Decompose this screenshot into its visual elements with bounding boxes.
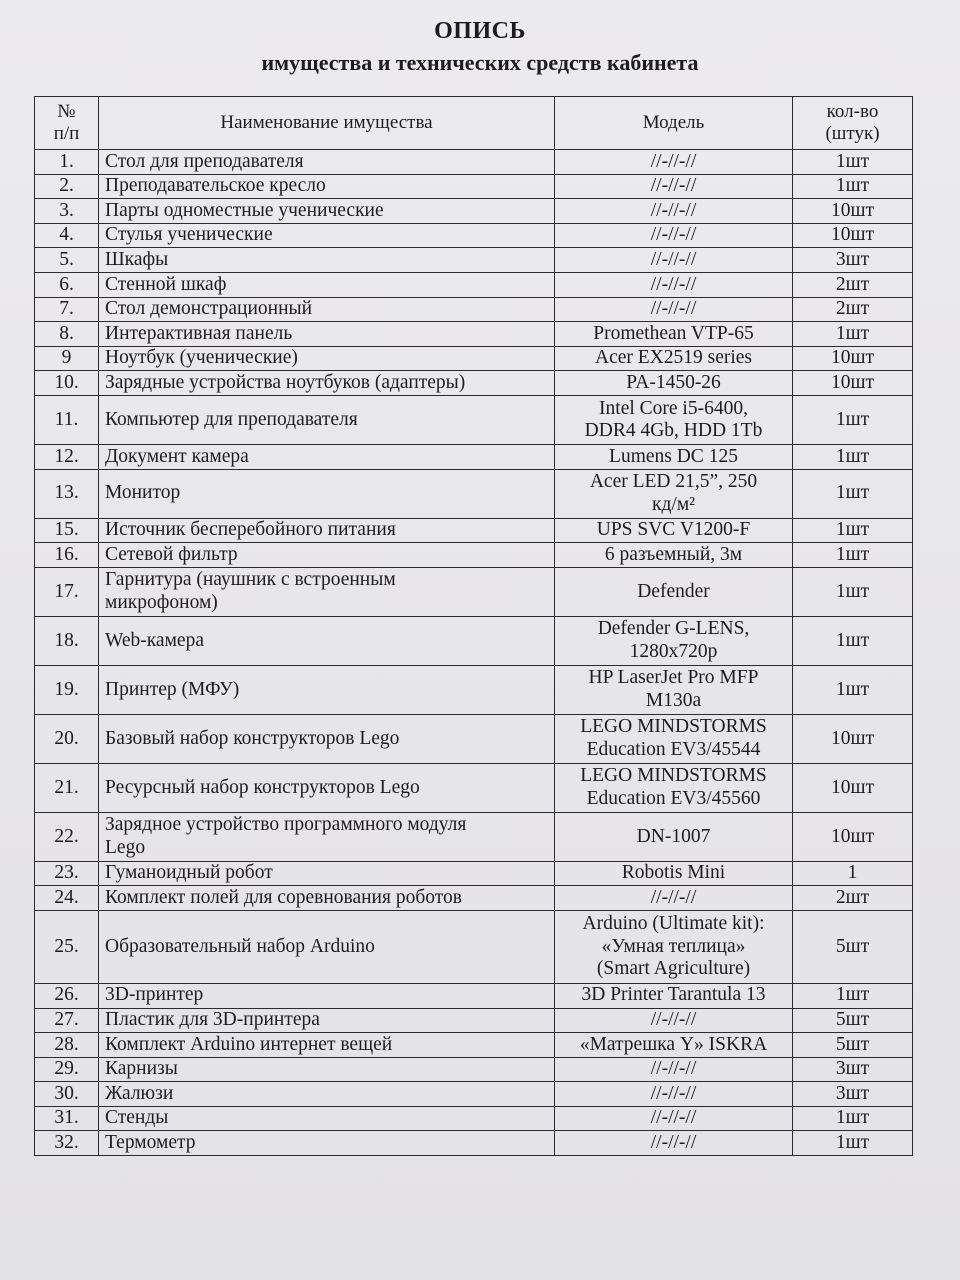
row-number: 23. [35, 861, 99, 886]
item-model-line: Defender G-LENS, [597, 618, 750, 640]
item-model [555, 812, 793, 861]
item-name-line: Стол демонстрационный [105, 298, 313, 320]
item-name [99, 983, 555, 1008]
row-number: 3. [35, 199, 99, 224]
item-model [555, 763, 793, 812]
header-num-line1: № [57, 101, 76, 123]
item-model-line: Lumens DC 125 [609, 445, 738, 467]
item-model [555, 1033, 793, 1058]
item-model [555, 616, 793, 665]
item-quantity: 10шт [793, 223, 913, 248]
item-model-line: //-//-// [650, 248, 697, 270]
item-model [555, 983, 793, 1008]
item-name-line: Документ камера [105, 445, 249, 467]
item-quantity: 10шт [793, 714, 913, 763]
item-quantity: 10шт [793, 371, 913, 396]
item-name-line: Компьютер для преподавателя [105, 408, 358, 430]
item-name-line: Стол для преподавателя [105, 150, 304, 172]
item-model-line: (Smart Agriculture) [596, 958, 751, 980]
item-name-line: Интерактивная панель [105, 322, 293, 344]
item-model [555, 469, 793, 518]
item-model [555, 199, 793, 224]
item-model [555, 1106, 793, 1131]
item-model-line: PA-1450-26 [626, 371, 721, 393]
item-model-line: 3D Printer Tarantula 13 [581, 984, 766, 1006]
table-row [35, 297, 913, 322]
item-model-line: DDR4 4Gb, HDD 1Tb [584, 419, 763, 441]
item-name-line: Стенной шкаф [105, 273, 227, 295]
item-name [99, 910, 555, 983]
item-quantity: 2шт [793, 886, 913, 911]
row-number: 6. [35, 272, 99, 297]
item-model [555, 297, 793, 322]
item-model [555, 371, 793, 396]
table-row [35, 812, 913, 861]
item-quantity: 10шт [793, 812, 913, 861]
item-name [99, 763, 555, 812]
item-name [99, 1033, 555, 1058]
item-name [99, 1057, 555, 1082]
item-model-line: Promethean VTP-65 [593, 322, 754, 344]
item-name [99, 223, 555, 248]
header-qty [793, 97, 913, 150]
item-model-line: Education EV3/45544 [586, 738, 761, 760]
item-quantity: 10шт [793, 199, 913, 224]
item-quantity: 1шт [793, 1131, 913, 1156]
item-name [99, 812, 555, 861]
item-name [99, 886, 555, 911]
item-model-line: //-//-// [650, 886, 697, 908]
row-number: 1. [35, 150, 99, 175]
item-name [99, 322, 555, 347]
item-model-line: //-//-// [650, 1009, 697, 1031]
table-row [35, 886, 913, 911]
item-model-line: Acer LED 21,5”, 250 [589, 471, 758, 493]
row-number: 7. [35, 297, 99, 322]
item-quantity: 2шт [793, 272, 913, 297]
item-model-line: //-//-// [650, 199, 697, 221]
item-model [555, 1008, 793, 1033]
row-number: 17. [35, 567, 99, 616]
header-qty-line1: кол-во [826, 101, 879, 123]
item-model-line: //-//-// [650, 175, 697, 197]
item-name [99, 469, 555, 518]
table-row [35, 1033, 913, 1058]
item-name-line: Ресурсный набор конструкторов Lego [105, 776, 420, 798]
item-model-line: «Умная теплица» [601, 935, 746, 957]
item-model-line: //-//-// [650, 298, 697, 320]
row-number: 21. [35, 763, 99, 812]
row-number: 26. [35, 983, 99, 1008]
document-subtitle: имущества и технических средств кабинета [261, 50, 699, 75]
row-number: 32. [35, 1131, 99, 1156]
item-quantity: 10шт [793, 763, 913, 812]
row-number: 27. [35, 1008, 99, 1033]
item-model [555, 910, 793, 983]
row-number: 9 [35, 346, 99, 371]
row-number: 12. [35, 444, 99, 469]
table-row [35, 248, 913, 273]
item-name-line: Базовый набор конструкторов Lego [105, 727, 400, 749]
item-model [555, 150, 793, 175]
row-number: 4. [35, 223, 99, 248]
table-row [35, 543, 913, 568]
table-row [35, 616, 913, 665]
item-name [99, 543, 555, 568]
item-name [99, 1131, 555, 1156]
item-quantity: 1шт [793, 1106, 913, 1131]
inventory-table [34, 96, 913, 1156]
table-body [35, 150, 913, 1156]
row-number: 19. [35, 665, 99, 714]
item-model-line: Robotis Mini [621, 862, 726, 884]
item-name-line: Комплект Arduino интернет вещей [105, 1033, 393, 1055]
item-name [99, 272, 555, 297]
table-row [35, 469, 913, 518]
item-name-line: Гуманоидный робот [105, 862, 273, 884]
row-number: 28. [35, 1033, 99, 1058]
item-model-line: Defender [637, 580, 710, 602]
row-number: 2. [35, 174, 99, 199]
table-row [35, 371, 913, 396]
item-name [99, 1106, 555, 1131]
item-quantity: 1шт [793, 444, 913, 469]
item-model-line: //-//-// [650, 1107, 697, 1129]
item-model [555, 518, 793, 543]
item-model-line: //-//-// [650, 224, 697, 246]
item-name-line: Карнизы [105, 1058, 178, 1080]
item-name-line: Стенды [105, 1107, 169, 1129]
item-model [555, 395, 793, 444]
row-number: 10. [35, 371, 99, 396]
item-name-line: Пластик для 3D-принтера [105, 1009, 320, 1031]
table-row [35, 174, 913, 199]
item-quantity: 3шт [793, 248, 913, 273]
item-name [99, 395, 555, 444]
item-name [99, 444, 555, 469]
item-name-line: Образовательный набор Arduino [105, 935, 375, 957]
item-quantity: 5шт [793, 1033, 913, 1058]
item-model [555, 543, 793, 568]
row-number: 30. [35, 1082, 99, 1107]
item-model [555, 346, 793, 371]
item-model-line: //-//-// [650, 273, 697, 295]
item-model-line: LEGO MINDSTORMS [580, 765, 767, 787]
item-model-line: Intel Core i5-6400, [599, 397, 748, 419]
item-name [99, 174, 555, 199]
table-row [35, 1131, 913, 1156]
row-number: 16. [35, 543, 99, 568]
item-model-line: DN-1007 [636, 825, 711, 847]
item-model-line: 1280x720p [629, 640, 718, 662]
item-quantity: 1шт [793, 322, 913, 347]
item-quantity: 1шт [793, 469, 913, 518]
table-row [35, 518, 913, 543]
table-header-row [35, 97, 913, 150]
item-model [555, 444, 793, 469]
item-model [555, 1057, 793, 1082]
item-model-line: UPS SVC V1200-F [596, 519, 751, 541]
row-number: 25. [35, 910, 99, 983]
header-name: Наименование имущества [99, 97, 555, 150]
table-row [35, 910, 913, 983]
item-name-line: Парты одноместные ученические [105, 199, 384, 221]
item-model [555, 322, 793, 347]
item-name [99, 714, 555, 763]
item-name [99, 371, 555, 396]
document-title: ОПИСЬ [434, 18, 526, 44]
item-quantity: 1 [793, 861, 913, 886]
item-name [99, 199, 555, 224]
item-name [99, 297, 555, 322]
item-model-line: 6 разъемный, 3м [604, 543, 743, 565]
table-row [35, 322, 913, 347]
item-name [99, 616, 555, 665]
item-model [555, 714, 793, 763]
item-name-line: Lego [105, 836, 146, 858]
item-name-line: Источник бесперебойного питания [105, 519, 396, 541]
item-name-line: Шкафы [105, 248, 169, 270]
item-name-line: 3D-принтер [105, 984, 204, 1006]
item-model-line: //-//-// [650, 1082, 697, 1104]
item-name-line: Гарнитура (наушник с встроенным [105, 569, 396, 591]
table-row [35, 665, 913, 714]
item-name-line: Зарядное устройство программного модуля [105, 814, 467, 836]
item-name-line: Термометр [105, 1132, 196, 1154]
item-quantity: 1шт [793, 616, 913, 665]
item-model-line: Acer EX2519 series [594, 347, 753, 369]
item-model [555, 665, 793, 714]
item-name-line: Web-камера [105, 629, 204, 651]
header-num [35, 97, 99, 150]
item-model [555, 174, 793, 199]
item-name-line: Зарядные устройства ноутбуков (адаптеры) [105, 371, 466, 393]
item-name-line: Сетевой фильтр [105, 543, 238, 565]
item-quantity: 1шт [793, 983, 913, 1008]
table-row [35, 763, 913, 812]
header-num-line2: п/п [53, 123, 80, 144]
item-name [99, 567, 555, 616]
table-row [35, 1082, 913, 1107]
item-model [555, 223, 793, 248]
item-model-line: Education EV3/45560 [586, 787, 761, 809]
item-name [99, 1082, 555, 1107]
item-quantity: 1шт [793, 567, 913, 616]
table-row [35, 199, 913, 224]
header-model: Модель [555, 97, 793, 150]
item-name-line: микрофоном) [105, 591, 218, 613]
table-row [35, 861, 913, 886]
item-quantity: 1шт [793, 518, 913, 543]
item-quantity: 1шт [793, 665, 913, 714]
item-name [99, 346, 555, 371]
item-model [555, 248, 793, 273]
row-number: 11. [35, 395, 99, 444]
item-quantity: 5шт [793, 1008, 913, 1033]
table-row [35, 983, 913, 1008]
item-model-line: //-//-// [650, 1058, 697, 1080]
item-name [99, 1008, 555, 1033]
row-number: 24. [35, 886, 99, 911]
table-row [35, 150, 913, 175]
row-number: 18. [35, 616, 99, 665]
item-quantity: 1шт [793, 174, 913, 199]
table-row [35, 395, 913, 444]
item-quantity: 1шт [793, 543, 913, 568]
item-name [99, 665, 555, 714]
row-number: 29. [35, 1057, 99, 1082]
item-quantity: 5шт [793, 910, 913, 983]
item-name [99, 518, 555, 543]
table-row [35, 1008, 913, 1033]
item-model-line: HP LaserJet Pro MFP [588, 667, 759, 689]
row-number: 22. [35, 812, 99, 861]
item-model-line: //-//-// [650, 1132, 697, 1154]
item-name-line: Принтер (МФУ) [105, 678, 240, 700]
item-model-line: кд/м² [652, 493, 695, 515]
item-model-line: M130a [645, 689, 702, 711]
item-quantity: 3шт [793, 1057, 913, 1082]
item-quantity: 1шт [793, 395, 913, 444]
item-model [555, 567, 793, 616]
item-model-line: «Матрешка Y» ISKRA [579, 1033, 768, 1055]
header-qty-line2: (штук) [825, 123, 880, 144]
row-number: 8. [35, 322, 99, 347]
row-number: 15. [35, 518, 99, 543]
item-name [99, 150, 555, 175]
item-model [555, 1082, 793, 1107]
item-quantity: 2шт [793, 297, 913, 322]
item-model [555, 886, 793, 911]
item-quantity: 3шт [793, 1082, 913, 1107]
item-name-line: Монитор [105, 482, 181, 504]
item-model [555, 861, 793, 886]
item-name-line: Стулья ученические [105, 224, 273, 246]
item-name [99, 861, 555, 886]
table-row [35, 346, 913, 371]
item-model-line: LEGO MINDSTORMS [580, 716, 767, 738]
item-name-line: Преподавательское кресло [105, 175, 326, 197]
table-row [35, 714, 913, 763]
item-quantity: 1шт [793, 150, 913, 175]
row-number: 31. [35, 1106, 99, 1131]
item-model [555, 272, 793, 297]
row-number: 5. [35, 248, 99, 273]
item-name-line: Жалюзи [105, 1082, 174, 1104]
table-row [35, 272, 913, 297]
item-name [99, 248, 555, 273]
row-number: 20. [35, 714, 99, 763]
table-row [35, 223, 913, 248]
table-row [35, 567, 913, 616]
table-row [35, 444, 913, 469]
item-name-line: Комплект полей для соревнования роботов [105, 886, 462, 908]
table-row [35, 1057, 913, 1082]
item-model [555, 1131, 793, 1156]
item-model-line: Arduino (Ultimate kit): [582, 913, 765, 935]
table-row [35, 1106, 913, 1131]
item-quantity: 10шт [793, 346, 913, 371]
item-model-line: //-//-// [650, 150, 697, 172]
item-name-line: Ноутбук (ученические) [105, 347, 298, 369]
row-number: 13. [35, 469, 99, 518]
